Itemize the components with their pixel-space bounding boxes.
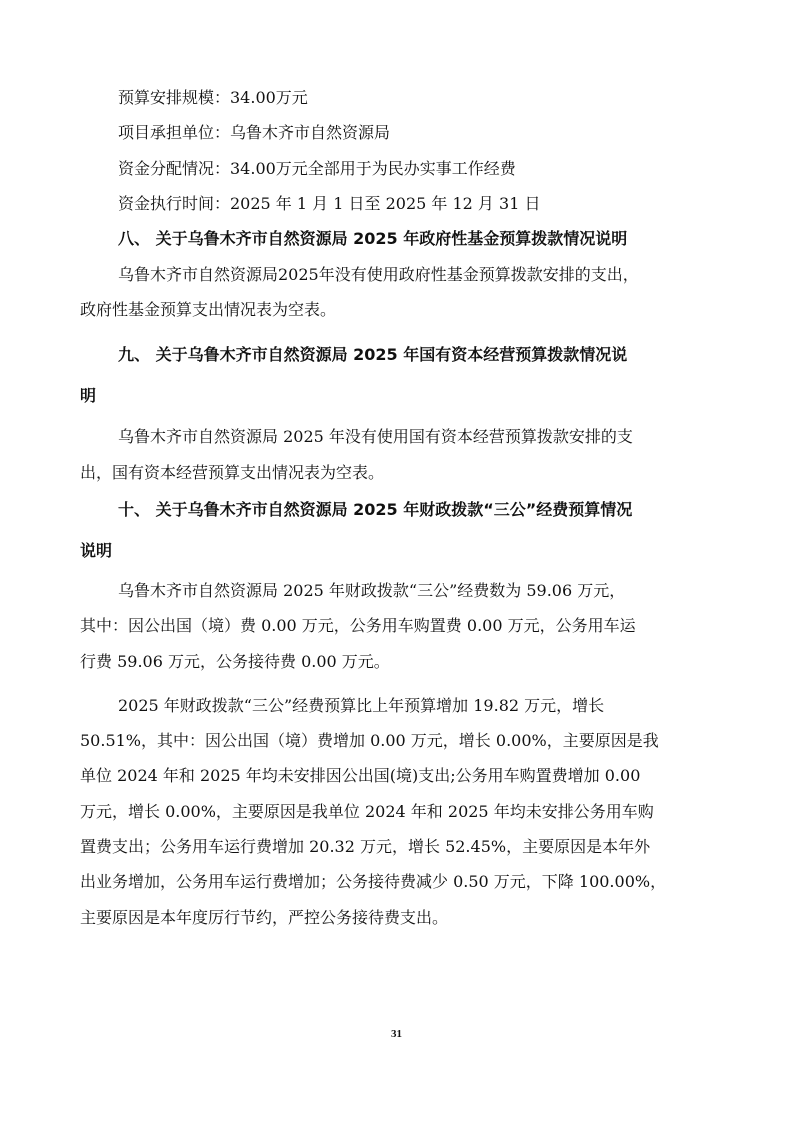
section-10-heading-line-2: 说明 xyxy=(80,541,113,560)
section-9-heading-line-2: 明 xyxy=(80,386,97,405)
fund-allocation-line: 资金分配情况：34.00万元全部用于为民办实事工作经费 xyxy=(118,159,516,178)
project-unit-line: 项目承担单位：乌鲁木齐市自然资源局 xyxy=(118,123,391,142)
section-8-heading: 八、 关于乌鲁木齐市自然资源局 2025 年政府性基金预算拨款情况说明 xyxy=(118,229,628,248)
page-number: 31 xyxy=(391,1028,402,1040)
section-10-para2-line-5: 置费支出；公务用车运行费增加 20.32 万元，增长 52.45%，主要原因是本年外 xyxy=(80,837,651,856)
section-10-para1-line-3: 行费 59.06 万元，公务接待费 0.00 万元。 xyxy=(80,652,390,671)
section-10-para2-line-2: 50.51%，其中：因公出国（境）费增加 0.00 万元，增长 0.00%，主要原因是我 xyxy=(80,731,659,750)
section-10-para1-line-2: 其中：因公出国（境）费 0.00 万元，公务用车购置费 0.00 万元，公务用车运 xyxy=(80,616,636,635)
section-8-para-line-2: 政府性基金预算支出情况表为空表。 xyxy=(80,300,337,319)
section-10-para2-line-4: 万元，增长 0.00%，主要原因是我单位 2024 年和 2025 年均未安排公务用车购 xyxy=(80,802,654,821)
section-10-para2-line-7: 主要原因是本年度厉行节约，严控公务接待费支出。 xyxy=(80,908,449,927)
section-8-para-line-1: 乌鲁木齐市自然资源局2025年没有使用政府性基金预算拨款安排的支出， xyxy=(118,265,639,284)
section-10-para2-line-1: 2025 年财政拨款“三公”经费预算比上年预算增加 19.82 万元，增长 xyxy=(118,696,605,715)
section-10-para2-line-6: 出业务增加，公务用车运行费增加；公务接待费减少 0.50 万元，下降 100.00%， xyxy=(80,872,667,891)
section-9-heading-line-1: 九、 关于乌鲁木齐市自然资源局 2025 年国有资本经营预算拨款情况说 xyxy=(118,345,628,364)
section-10-para1-line-1: 乌鲁木齐市自然资源局 2025 年财政拨款“三公”经费数为 59.06 万元， xyxy=(118,581,626,600)
section-9-para-line-1: 乌鲁木齐市自然资源局 2025 年没有使用国有资本经营预算拨款安排的支 xyxy=(118,427,633,446)
section-10-para2-line-3: 单位 2024 年和 2025 年均未安排因公出国(境)支出;公务用车购置费增加 0.00 xyxy=(80,766,641,785)
budget-scale-line: 预算安排规模：34.00万元 xyxy=(118,88,308,107)
section-9-para-line-2: 出，国有资本经营预算支出情况表为空表。 xyxy=(80,463,385,482)
execution-time-line: 资金执行时间：2025 年 1 月 1 日至 2025 年 12 月 31 日 xyxy=(118,194,541,213)
section-10-heading-line-1: 十、 关于乌鲁木齐市自然资源局 2025 年财政拨款“三公”经费预算情况 xyxy=(118,500,633,519)
